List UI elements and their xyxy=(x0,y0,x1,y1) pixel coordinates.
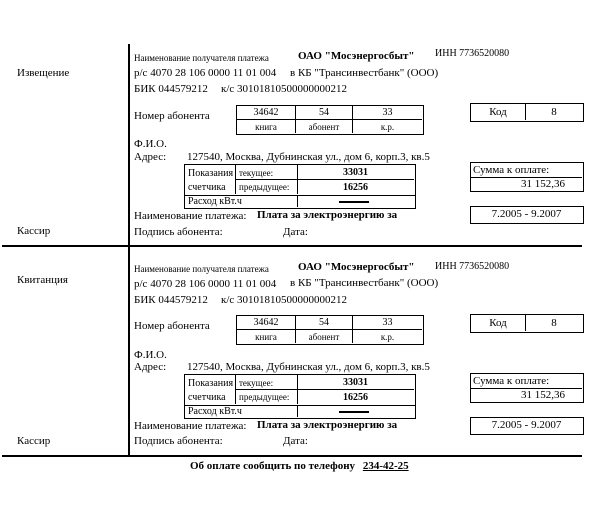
subscriber-caption: абонент xyxy=(296,330,353,343)
readings-box xyxy=(184,164,416,196)
bottom-divider xyxy=(2,455,582,457)
previous-label: предыдущее: xyxy=(239,392,290,402)
kr-value: 33 xyxy=(353,106,422,120)
subscriber-number-grid xyxy=(236,105,424,135)
bik: БИК 044579212 xyxy=(134,294,208,306)
period-value: 7.2005 - 9.2007 xyxy=(491,419,562,431)
readings-label-2: счетчика xyxy=(188,392,226,403)
date-label: Дата: xyxy=(283,226,308,238)
code-box xyxy=(470,314,584,333)
signature-label: Подпись абонента: xyxy=(134,435,223,447)
kr-value: 33 xyxy=(353,316,422,330)
usage-divider xyxy=(297,406,298,417)
readings-label-1: Показания xyxy=(188,378,234,389)
current-value: 33031 xyxy=(343,167,368,178)
usage-dash xyxy=(339,411,369,413)
corr-account: к/с 30101810500000000212 xyxy=(221,83,348,95)
footer-label: Об оплате сообщить по телефону xyxy=(190,460,356,472)
usage-box xyxy=(184,195,416,209)
code-box xyxy=(470,103,584,122)
address-label: Адрес: xyxy=(134,361,167,373)
usage-dash xyxy=(339,201,369,203)
period-box xyxy=(470,206,584,224)
period-box xyxy=(470,417,584,435)
fio-label: Ф.И.О. xyxy=(134,349,167,361)
current-label: текущее: xyxy=(239,168,274,178)
subscriber-value: 54 xyxy=(296,106,353,120)
date-label: Дата: xyxy=(283,435,308,447)
period-value: 7.2005 - 9.2007 xyxy=(491,208,562,220)
readings-label-2: счетчика xyxy=(188,182,226,193)
amount-label: Сумма к оплате: xyxy=(473,164,550,176)
book-caption: книга xyxy=(237,330,296,343)
previous-value: 16256 xyxy=(343,182,368,193)
payment-name-label: Наименование платежа: xyxy=(134,420,247,432)
readings-row-divider xyxy=(235,179,414,180)
address-value: 127540, Москва, Дубнинская ул., дом 6, корп.3, кв.5 xyxy=(187,152,430,163)
readings-row-divider xyxy=(235,389,414,390)
payment-name: Плата за электроэнергию за xyxy=(257,209,398,221)
book-value: 34642 xyxy=(237,106,296,120)
payment-name-label: Наименование платежа: xyxy=(134,210,247,222)
code-label: Код xyxy=(471,315,526,331)
readings-label-1: Показания xyxy=(188,168,234,179)
bank-name: в КБ "Трансинвестбанк" (ООО) xyxy=(290,277,439,289)
cashier-label-bottom: Кассир xyxy=(17,435,51,447)
readings-box xyxy=(184,374,416,406)
usage-label: Расход кВт.ч xyxy=(188,196,242,207)
usage-box xyxy=(184,405,416,419)
book-value: 34642 xyxy=(237,316,296,330)
bank-account: р/с 4070 28 106 0000 11 01 004 xyxy=(134,67,277,79)
amount-label: Сумма к оплате: xyxy=(473,375,550,387)
book-caption: книга xyxy=(237,120,296,133)
subscriber-number-label: Номер абонента xyxy=(134,110,210,122)
kr-caption: к.р. xyxy=(380,331,395,342)
kr-caption: к.р. xyxy=(380,121,395,132)
amount-box xyxy=(470,373,584,403)
bank-name: в КБ "Трансинвестбанк" (ООО) xyxy=(290,67,439,79)
fio-label: Ф.И.О. xyxy=(134,138,167,150)
bik: БИК 044579212 xyxy=(134,83,208,95)
payee-name: ОАО "Мосэнергосбыт" xyxy=(298,50,415,62)
payee-label: Наименование получателя платежа xyxy=(134,53,269,63)
amount-value: 31 152,36 xyxy=(521,389,565,401)
subscriber-number-grid xyxy=(236,315,424,345)
footer-text xyxy=(190,461,409,472)
previous-label: предыдущее: xyxy=(239,182,290,192)
address-label: Адрес: xyxy=(134,151,167,163)
corr-account: к/с 30101810500000000212 xyxy=(221,294,348,306)
column-divider xyxy=(128,44,130,456)
previous-value: 16256 xyxy=(343,392,368,403)
payee-label: Наименование получателя платежа xyxy=(134,264,269,274)
code-value: 8 xyxy=(551,317,557,329)
amount-value: 31 152,36 xyxy=(521,178,565,190)
current-label: текущее: xyxy=(239,378,274,388)
current-value: 33031 xyxy=(343,377,368,388)
section-divider xyxy=(2,245,582,247)
code-value: 8 xyxy=(551,106,557,118)
inn: ИНН 7736520080 xyxy=(435,48,510,59)
receipt-label: Квитанция xyxy=(17,274,68,286)
code-label: Код xyxy=(471,104,526,120)
cashier-label-top: Кассир xyxy=(17,225,51,237)
subscriber-caption: абонент xyxy=(296,120,353,133)
payment-name: Плата за электроэнергию за xyxy=(257,419,398,431)
usage-label: Расход кВт.ч xyxy=(188,406,242,417)
notice-label: Извещение xyxy=(17,67,70,79)
address-value: 127540, Москва, Дубнинская ул., дом 6, корп.3, кв.5 xyxy=(187,362,430,373)
payee-name: ОАО "Мосэнергосбыт" xyxy=(298,261,415,273)
amount-box xyxy=(470,162,584,192)
subscriber-number-label: Номер абонента xyxy=(134,320,210,332)
signature-label: Подпись абонента: xyxy=(134,226,223,238)
subscriber-value: 54 xyxy=(296,316,353,330)
usage-divider xyxy=(297,196,298,207)
bank-account: р/с 4070 28 106 0000 11 01 004 xyxy=(134,278,277,290)
inn: ИНН 7736520080 xyxy=(435,261,510,272)
footer-phone: 234-42-25 xyxy=(362,460,409,472)
